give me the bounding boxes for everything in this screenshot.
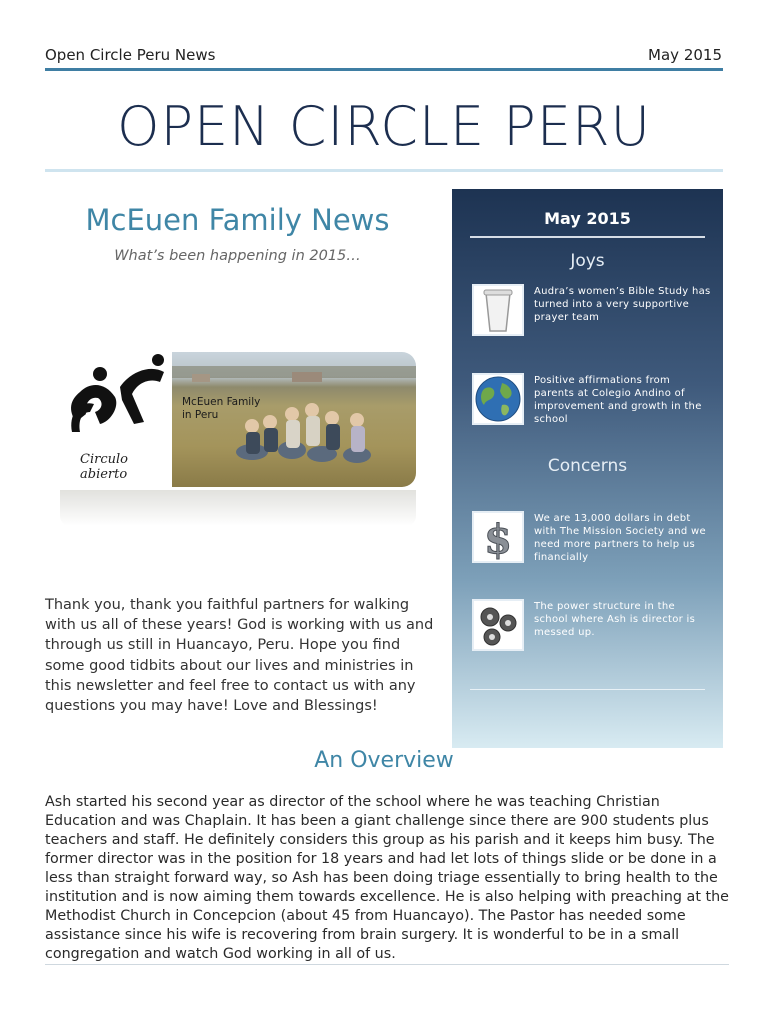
sidebar-panel <box>452 189 723 748</box>
sidebar-bottom-divider <box>470 689 705 690</box>
overview-body: Ash started his second year as director of the school where he was teaching Christian Education and was Chaplain. It has been a giant challenge since there are 900 students plus teachers and staff. He definitely considers this group as his parish and it keeps him busy. The former director was in the position for 18 years and had let lots of things slide or be done in a less than straight forward way, so Ash has been doing triage essentially to bring health to the institution and is now aiming them towards excellence. He is also helping with preaching at the Methodist Church in Concepcion (about 45 from Huancayo). The Pastor has needed some assistance since his wife is recovering from brain surgery. It is wonderful to be in a small congregation and watch God working in all of us. <box>45 794 729 962</box>
circulo-abierto-logo <box>60 352 172 490</box>
overview-title: An Overview <box>314 748 454 773</box>
logo-text: Circulo abierto <box>80 452 128 482</box>
joy-item <box>472 373 712 429</box>
concern-text: The power structure in the school where Ash is director is messed up. <box>534 601 696 638</box>
gears-icon <box>472 599 524 651</box>
concerns-heading: Concerns <box>547 456 628 476</box>
photo-caption-line2: in Peru <box>182 409 219 421</box>
photo-caption-line1: McEuen Family <box>182 396 261 408</box>
photo-caption <box>182 396 260 422</box>
cup-icon <box>472 284 524 336</box>
family-photo <box>172 352 416 487</box>
svg-text:$: $ <box>484 516 512 561</box>
sidebar-title: May 2015 <box>544 209 631 228</box>
masthead-title: OPEN CIRCLE PERU <box>116 95 651 158</box>
family-photo-block <box>60 352 420 527</box>
concern-item <box>472 511 712 567</box>
photo-reflection <box>60 490 416 526</box>
concern-text: We are 13,000 dollars in debt with The Mission Society and we need more partners to help us financially <box>534 513 706 563</box>
header-divider <box>45 68 723 71</box>
dollar-icon <box>472 511 524 563</box>
joy-text: Positive affirmations from parents at Colegio Andino of improvement and growth in the school <box>534 375 702 425</box>
masthead-divider <box>45 169 723 172</box>
sidebar-divider <box>470 236 705 238</box>
joy-item <box>472 284 712 340</box>
joys-heading: Joys <box>570 251 605 271</box>
header-newsletter-name: Open Circle Peru News <box>45 46 216 64</box>
footer-divider <box>45 964 729 965</box>
concern-item <box>472 599 712 655</box>
intro-paragraph: Thank you, thank you faithful partners for walking with us all of these years! God is working with us and through us still in Huancayo, Peru. Hope you find some good tidbits about our lives and ministries in this newsletter and feel free to contact us with any questions you may have! Love and Blessings! <box>45 597 434 715</box>
globe-icon <box>472 373 524 425</box>
family-news-title: McEuen Family News <box>85 203 390 237</box>
family-news-subtitle: What’s been happening in 2015… <box>114 248 361 264</box>
joy-text: Audra’s women’s Bible Study has turned into a very supportive prayer team <box>534 286 711 323</box>
header-date: May 2015 <box>648 46 722 64</box>
dancing-figures-icon <box>60 352 172 452</box>
